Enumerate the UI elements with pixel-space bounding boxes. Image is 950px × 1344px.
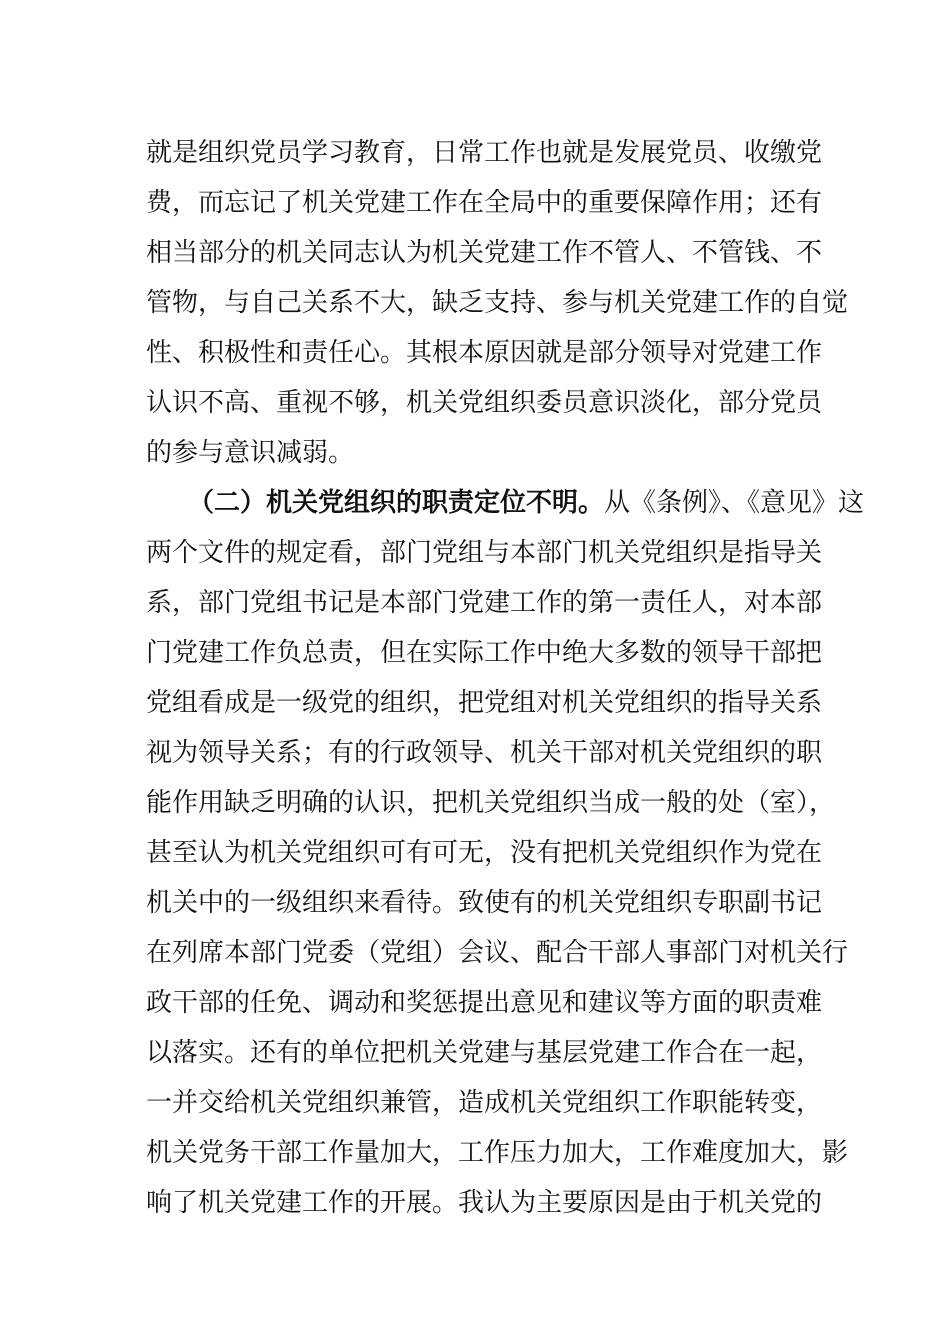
section-heading-rest: 从《条例》、《意见》这 [604, 488, 865, 518]
paragraph-line: 以落实。还有的单位把机关党建与基层党建工作合在一起， [146, 1038, 823, 1068]
paragraph-line: 机关党务干部工作量加大，工作压力加大，工作难度加大，影 [146, 1138, 849, 1168]
paragraph-line: 在列席本部门党委（党组）会议、配合干部人事部门对机关行 [146, 938, 849, 968]
paragraph-line: 视为领导关系；有的行政领导、机关干部对机关党组织的职 [146, 738, 823, 768]
paragraph-line: 一并交给机关党组织兼管，造成机关党组织工作职能转变， [146, 1088, 823, 1118]
paragraph-line: 就是组织党员学习教育，日常工作也就是发展党员、收缴党 [146, 138, 823, 168]
paragraph-line: 两个文件的规定看，部门党组与本部门机关党组织是指导关 [146, 538, 823, 568]
section-heading-line [188, 486, 865, 520]
paragraph-line: 费，而忘记了机关党建工作在全局中的重要保障作用；还有 [146, 188, 823, 218]
paragraph-line: 的参与意识减弱。 [146, 438, 355, 468]
paragraph-line: 甚至认为机关党组织可有可无，没有把机关党组织作为党在 [146, 838, 823, 868]
paragraph-line: 管物，与自己关系不大，缺乏支持、参与机关党建工作的自觉 [146, 288, 849, 318]
section-heading: （二）机关党组织的职责定位不明。 [188, 488, 605, 518]
paragraph-line: 系，部门党组书记是本部门党建工作的第一责任人，对本部 [146, 588, 823, 618]
paragraph-line: 性、积极性和责任心。其根本原因就是部分领导对党建工作 [146, 338, 823, 368]
paragraph-line: 能作用缺乏明确的认识，把机关党组织当成一般的处（室）， [146, 788, 836, 818]
paragraph-line: 政干部的任免、调动和奖惩提出意见和建议等方面的职责难 [146, 988, 823, 1018]
paragraph-line: 相当部分的机关同志认为机关党建工作不管人、不管钱、不 [146, 238, 823, 268]
paragraph-line: 认识不高、重视不够，机关党组织委员意识淡化，部分党员 [146, 388, 823, 418]
paragraph-line: 门党建工作负总责，但在实际工作中绝大多数的领导干部把 [146, 638, 823, 668]
paragraph-line: 党组看成是一级党的组织，把党组对机关党组织的指导关系 [146, 688, 823, 718]
paragraph-line: 响了机关党建工作的开展。我认为主要原因是由于机关党的 [146, 1188, 823, 1218]
paragraph-line: 机关中的一级组织来看待。致使有的机关党组织专职副书记 [146, 888, 823, 918]
